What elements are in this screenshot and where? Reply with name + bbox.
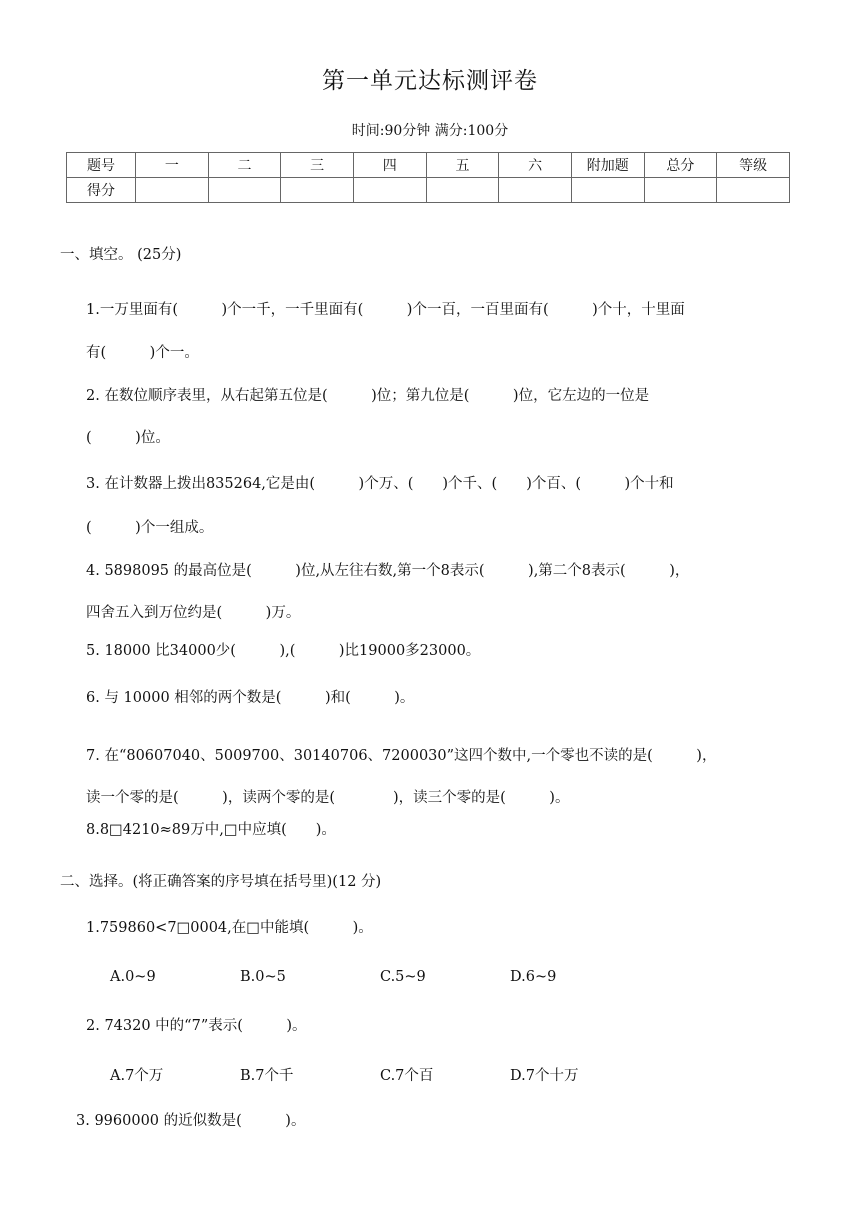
question-line: ( )个一组成。 [86,520,214,536]
exam-info: 时间:90分钟 满分:100分 [351,123,509,139]
question-line: 2. 在数位顺序表里，从右起第五位是( )位；第九位是( )位，它左边的一位是 [86,388,650,404]
question-line: 7. 在“80607040、5009700、30140706、7200030”这四个数中,一个零也不读的是( )， [86,748,717,764]
question-line: 四舍五入到万位约是( )万。 [86,605,301,621]
score-table-header-row [67,153,790,178]
choice-option: A.7个万 [110,1068,164,1084]
choice-option: B.7个千 [240,1068,294,1084]
page-title: 第一单元达标测评卷 [322,68,538,94]
choice-option: A.0~9 [110,969,156,985]
table-cell: 得分 [67,178,136,203]
question-line: 6. 与 10000 相邻的两个数是( )和( )。 [86,690,415,706]
score-input-cell[interactable] [136,178,209,203]
question-stem: 2. 74320 中的“7”表示( )。 [86,1018,307,1034]
table-cell: 五 [426,153,499,178]
question-line: 1.一万里面有( )个一千，一千里面有( )个一百，一百里面有( )个十，十里面 [86,302,685,318]
choice-option: C.5~9 [380,969,426,985]
question-stem: 1.759860<7□0004,在□中能填( )。 [86,920,373,936]
table-cell: 一 [136,153,209,178]
table-cell: 题号 [67,153,136,178]
score-table [66,152,790,203]
question-stem: 3. 9960000 的近似数是( )。 [76,1113,306,1129]
table-cell: 等级 [717,153,790,178]
choice-option: B.0~5 [240,969,286,985]
section-heading: 二、选择。(将正确答案的序号填在括号里)(12 分) [60,874,382,890]
question-line: 有( )个一。 [86,345,199,361]
score-input-cell[interactable] [426,178,499,203]
choice-option: D.7个十万 [510,1068,579,1084]
score-input-cell[interactable] [644,178,717,203]
table-cell: 六 [499,153,572,178]
score-input-cell[interactable] [353,178,426,203]
score-input-cell[interactable] [571,178,644,203]
score-input-cell[interactable] [208,178,281,203]
table-cell: 三 [281,153,354,178]
section-heading: 一、填空。 (25分) [60,247,182,263]
question-line: 读一个零的是( )，读两个零的是( )，读三个零的是( )。 [86,790,570,806]
choice-option: D.6~9 [510,969,557,985]
score-input-cell[interactable] [717,178,790,203]
question-line: 4. 5898095 的最高位是( )位,从左往右数,第一个8表示( ),第二个8表示( )， [86,563,690,579]
question-line: ( )位。 [86,430,170,446]
score-table-score-row [67,178,790,203]
choice-option: C.7个百 [380,1068,434,1084]
question-line: 5. 18000 比34000少( ),( )比19000多23000。 [86,643,481,659]
question-line: 3. 在计数器上拨出835264,它是由( )个万、( )个千、( )个百、( )个十和 [86,476,674,492]
score-input-cell[interactable] [499,178,572,203]
question-line: 8.8□4210≈89万中,□中应填( )。 [86,822,336,838]
table-cell: 二 [208,153,281,178]
table-cell: 总分 [644,153,717,178]
table-cell: 附加题 [571,153,644,178]
score-input-cell[interactable] [281,178,354,203]
table-cell: 四 [353,153,426,178]
